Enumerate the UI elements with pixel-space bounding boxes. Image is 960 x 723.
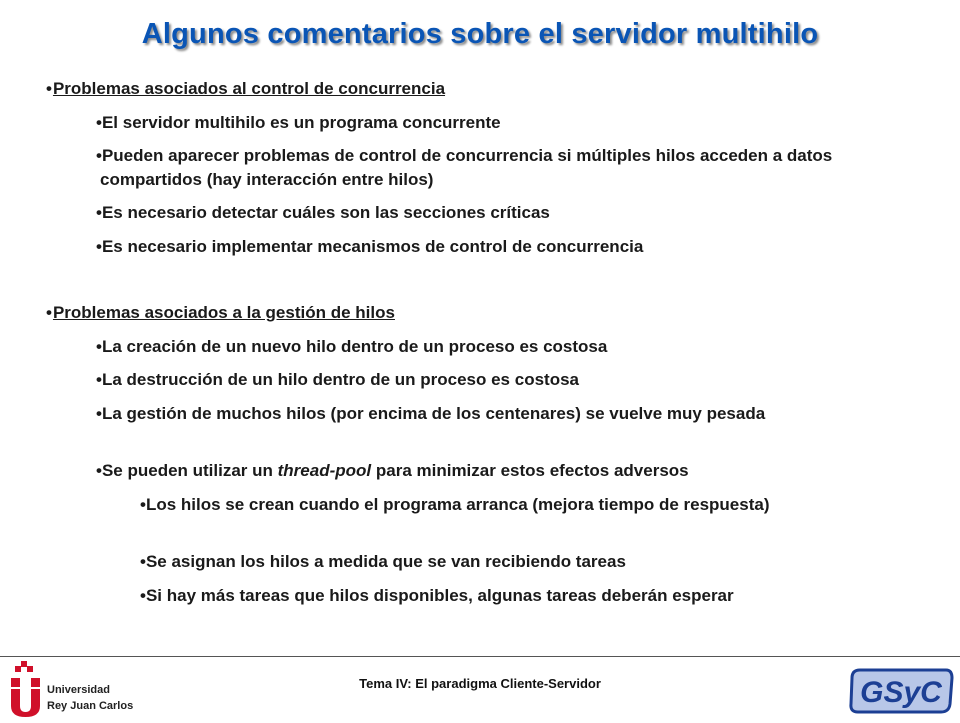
bullet: •: [96, 146, 102, 165]
section1-heading-row: [46, 77, 445, 101]
university-name: [47, 682, 133, 714]
section1-item-text: Es necesario implementar mecanismos de control de concurrencia: [101, 237, 644, 256]
section2-subitem: [140, 584, 904, 608]
university-line1: Universidad: [47, 684, 110, 696]
section1-item-text: Es necesario detectar cuáles son las secciones críticas: [101, 203, 550, 222]
bullet: •: [96, 404, 102, 423]
bullet: •: [96, 237, 102, 256]
bullet: •: [46, 303, 52, 322]
bullet: •: [96, 113, 102, 132]
section2-subitem: [140, 493, 904, 517]
section1-item-text: Pueden aparecer problemas de control de concurrencia si múltiples hilos acceden a datos compartidos (hay interacción entre hilos): [100, 146, 833, 189]
footer-caption: Tema IV: El paradigma Cliente-Servidor: [359, 676, 601, 691]
bullet: •: [96, 370, 102, 389]
bullet: •: [96, 337, 102, 356]
gsyc-logo: [848, 664, 954, 716]
section2-heading-row: [46, 301, 395, 325]
section2-item: [96, 368, 890, 392]
bullet: •: [140, 552, 146, 571]
section2-subitem-text: Se asignan los hilos a medida que se van recibiendo tareas: [145, 552, 626, 571]
section2-subitem: [140, 550, 904, 574]
threadpool-text-before: Se pueden utilizar un: [101, 461, 278, 480]
university-line2: Rey Juan Carlos: [47, 700, 134, 712]
section2-heading: Problemas asociados a la gestión de hilos: [52, 303, 395, 322]
bullet: •: [96, 461, 102, 480]
section1-item: [96, 201, 890, 225]
section2-item: [96, 335, 890, 359]
bullet: •: [96, 203, 102, 222]
threadpool-text-after: para minimizar estos efectos adversos: [371, 461, 689, 480]
section1-item: [96, 144, 890, 192]
section2-item-threadpool: [96, 459, 890, 483]
section2-subitem-text: Los hilos se crean cuando el programa arranca (mejora tiempo de respuesta): [145, 495, 770, 514]
section2-item: [96, 402, 890, 426]
section2-item-text: La creación de un nuevo hilo dentro de un proceso es costosa: [101, 337, 608, 356]
urjc-emblem-icon: [8, 660, 48, 718]
section1-item: [96, 111, 890, 135]
section1-item-text: El servidor multihilo es un programa concurrente: [101, 113, 501, 132]
slide-title: Algunos comentarios sobre el servidor multihilo: [141, 18, 819, 50]
section1-heading: Problemas asociados al control de concurrencia: [52, 79, 446, 98]
bullet: •: [140, 495, 146, 514]
bullet: •: [46, 79, 52, 98]
footer-divider: [0, 656, 960, 657]
section1-item: [96, 235, 890, 259]
section2-item-text: La gestión de muchos hilos (por encima de los centenares) se vuelve muy pesada: [101, 404, 766, 423]
threadpool-emphasis: thread-pool: [277, 461, 372, 480]
bullet: •: [140, 586, 146, 605]
section2-item-text: La destrucción de un hilo dentro de un proceso es costosa: [101, 370, 579, 389]
gsyc-logo-text: GSyC: [860, 676, 942, 709]
section2-subitem-text: Si hay más tareas que hilos disponibles, algunas tareas deberán esperar: [145, 586, 734, 605]
